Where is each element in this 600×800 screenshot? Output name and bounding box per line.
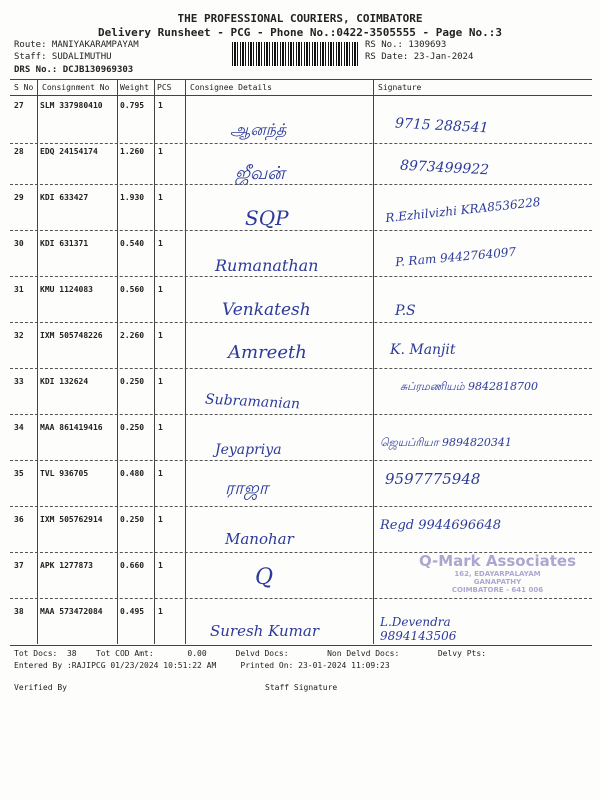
row-signature: 9597775948 [385, 470, 481, 488]
row-consignment: IXM 505762914 [40, 515, 103, 524]
row-consignee-handwriting: ஜீவன் [235, 163, 285, 184]
row-separator [10, 184, 592, 185]
row-pcs: 1 [158, 607, 163, 616]
row-separator [10, 276, 592, 277]
row-separator [10, 460, 592, 461]
row-pcs: 1 [158, 377, 163, 386]
row-sno: 33 [14, 377, 24, 386]
row-pcs: 1 [158, 469, 163, 478]
row-consignee-handwriting: Rumanathan [215, 256, 319, 275]
row-sno: 30 [14, 239, 24, 248]
row-sno: 34 [14, 423, 24, 432]
verified-by-label: Verified By [14, 683, 67, 692]
row-consignee-handwriting: Suresh Kumar [210, 622, 319, 640]
row-consignee-handwriting: Jeyapriya [215, 442, 282, 458]
row-consignment: APK 1277873 [40, 561, 93, 570]
col-divider [154, 79, 155, 644]
col-consignment: Consignment No [42, 83, 110, 92]
row-signature: L.Devendra 9894143506 [380, 615, 457, 643]
row-sno: 27 [14, 101, 24, 110]
row-signature: சுப்ரமணியம் 9842818700 [400, 380, 539, 393]
row-pcs: 1 [158, 285, 163, 294]
row-signature: 8973499922 [399, 157, 490, 179]
row-separator [10, 230, 592, 231]
col-divider [37, 79, 38, 644]
entered-by-line: Entered By :RAJIPCG 01/23/2024 10:51:22 AM Printed On: 23-01-2024 11:09:23 [14, 661, 390, 670]
row-signature: ஜெயப்ரியா 9894820341 [380, 436, 512, 449]
col-divider [185, 79, 186, 644]
row-weight: 0.540 [120, 239, 145, 248]
col-signature: Signature [378, 83, 422, 92]
table-top-rule [10, 79, 592, 80]
row-weight: 2.260 [120, 331, 145, 340]
row-consignment: EDQ 24154174 [40, 147, 98, 156]
row-pcs: 1 [158, 239, 163, 248]
runsheet-subtitle: Delivery Runsheet - PCG - Phone No.:0422-3505555 - Page No.:3 [98, 26, 502, 39]
row-separator [10, 143, 592, 144]
row-signature: Regd 9944696648 [380, 518, 501, 533]
table-bottom-rule [10, 645, 592, 646]
row-sno: 29 [14, 193, 24, 202]
rs-number: RS No.: 1309693 [365, 40, 447, 50]
col-pcs: PCS [157, 83, 172, 92]
row-pcs: 1 [158, 515, 163, 524]
company-title: THE PROFESSIONAL COURIERS, COIMBATORE [177, 12, 423, 25]
row-sno: 31 [14, 285, 24, 294]
row-weight: 0.250 [120, 515, 145, 524]
row-separator [10, 414, 592, 415]
row-sno: 38 [14, 607, 24, 616]
row-separator [10, 368, 592, 369]
row-weight: 1.260 [120, 147, 145, 156]
row-consignment: SLM 337980410 [40, 101, 103, 110]
row-separator [10, 506, 592, 507]
row-pcs: 1 [158, 423, 163, 432]
drs-number: DRS No.: DCJB130969303 [14, 65, 134, 75]
staff-label: Staff: SUDALIMUTHU [14, 52, 112, 62]
table-header-rule [10, 95, 592, 96]
barcode [232, 42, 360, 66]
row-separator [10, 322, 592, 323]
row-consignee-handwriting: Manohar [225, 530, 294, 548]
row-pcs: 1 [158, 561, 163, 570]
col-divider [117, 79, 118, 644]
row-sno: 32 [14, 331, 24, 340]
col-sno: S No [14, 83, 34, 92]
row-pcs: 1 [158, 331, 163, 340]
row-signature: 9715 288541 [394, 115, 489, 137]
row-weight: 1.930 [120, 193, 145, 202]
row-consignment: IXM 505748226 [40, 331, 103, 340]
company-stamp [410, 552, 585, 612]
row-weight: 0.660 [120, 561, 145, 570]
row-consignee-handwriting: Q [255, 565, 274, 590]
totals-line: Tot Docs: 38 Tot COD Amt: 0.00 Delvd Docs: Non Delvd Docs: Delvy Pts: [14, 649, 487, 658]
row-consignment: TVL 936705 [40, 469, 89, 478]
rs-date: RS Date: 23-Jan-2024 [365, 52, 474, 62]
row-consignee-handwriting: Amreeth [228, 342, 307, 363]
row-pcs: 1 [158, 147, 163, 156]
row-weight: 0.495 [120, 607, 145, 616]
row-sno: 28 [14, 147, 24, 156]
row-pcs: 1 [158, 101, 163, 110]
col-divider [373, 79, 374, 644]
stamp-line2: GANAPATHY [473, 578, 522, 586]
row-consignment: KDI 631371 [40, 239, 89, 248]
row-consignment: MAA 573472084 [40, 607, 103, 616]
row-sno: 35 [14, 469, 24, 478]
row-consignment: KMU 1124083 [40, 285, 93, 294]
row-consignee-handwriting: ராஜா [225, 478, 269, 499]
col-weight: Weight [120, 83, 149, 92]
row-sno: 37 [14, 561, 24, 570]
row-consignee-handwriting: Venkatesh [222, 300, 311, 320]
row-consignment: KDI 633427 [40, 193, 89, 202]
col-consignee: Consignee Details [190, 83, 272, 92]
row-signature: R.Ezhilvizhi KRA8536228 [384, 194, 542, 226]
row-consignee-handwriting: ஆனந்த் [230, 120, 287, 139]
row-consignee-handwriting: Subramanian [204, 391, 301, 413]
stamp-name: Q-Mark Associates [418, 552, 577, 570]
row-pcs: 1 [158, 193, 163, 202]
row-weight: 0.250 [120, 377, 145, 386]
row-weight: 0.250 [120, 423, 145, 432]
row-signature: P.S [395, 303, 416, 319]
row-consignee-handwriting: SQP [245, 206, 289, 230]
stamp-line3: COIMBATORE - 641 006 [451, 586, 544, 594]
row-weight: 0.480 [120, 469, 145, 478]
route-label: Route: MANIYAKARAMPAYAM [14, 40, 139, 50]
staff-signature-label: Staff Signature [265, 683, 338, 692]
row-consignment: MAA 861419416 [40, 423, 103, 432]
stamp-line1: 162, EDAYARPALAYAM [454, 570, 541, 578]
row-weight: 0.795 [120, 101, 145, 110]
row-signature: P. Ram 9442764097 [394, 244, 517, 270]
row-sno: 36 [14, 515, 24, 524]
row-weight: 0.560 [120, 285, 145, 294]
row-signature: K. Manjit [390, 342, 456, 358]
row-consignment: KDI 132624 [40, 377, 89, 386]
